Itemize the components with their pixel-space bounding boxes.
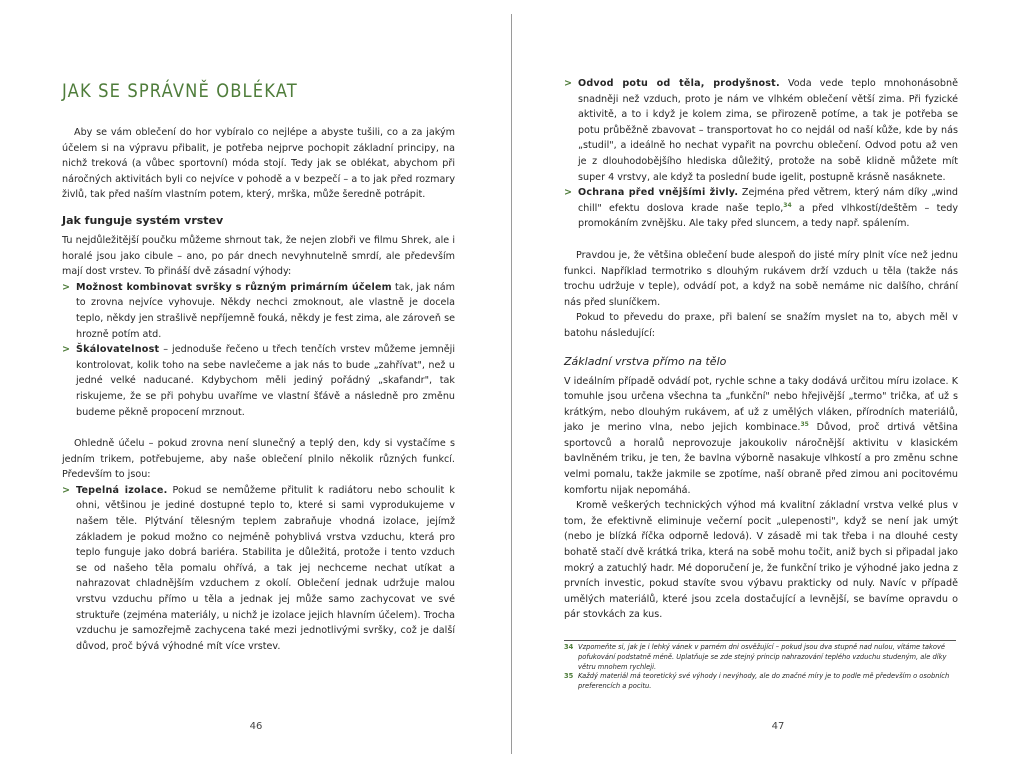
- page-number: 46: [249, 721, 263, 732]
- bullet-text: Zejména před větrem, který nám díky „wind chill" efektu doslova krade naše teplo,: [578, 187, 958, 214]
- intro-paragraph: Aby se vám oblečení do hor vybíralo co nejlépe a abyste tušili, co a za jakým účelem si na výpravu přibalit, je potřeba nejprve pochopit základní principy, na nichž treková (a vůbec sportovní) móda stojí. Tedy jak se oblékat, abychom při náročných aktivitách byli co nejvíce v pohodě a v bezpečí – a to jak před rozmary živlů, tak před naším vlastním potem, který, mrška, může šeredně potrápit.: [62, 127, 455, 201]
- list-item: [564, 76, 958, 185]
- bullet-marker: >: [564, 78, 573, 89]
- list-item: [564, 185, 958, 232]
- chapter-title: JAK SE SPRÁVNĚ OBLÉKAT: [62, 80, 298, 102]
- bullet-lead: Škálovatelnost: [76, 344, 160, 356]
- list-item: [62, 280, 455, 342]
- paragraph-text: Důvod, proč drtivá většina sportovců a horalů neprovozuje jakoukoliv náročnější aktivitu v klasickém bavlněném triku, je ten, že bavlna výborně nasakuje vlhkostí a pro změnu schne velmi pomalu, takže jakmile se zpotíme, naší obraně před zimou ani pocitovému komfortu nijak nepomáhá.: [564, 422, 958, 496]
- bullet-lead: Odvod potu od těla, prodyšnost.: [578, 78, 780, 89]
- right-column: [564, 76, 958, 623]
- footnotes: [564, 643, 958, 692]
- paragraph: Pokud to převedu do praxe, při balení se snažím myslet na to, abych měl v batohu následující:: [564, 312, 958, 339]
- footnote: [564, 672, 958, 692]
- footnote-number: 34: [564, 643, 574, 651]
- paragraph-text: V ideálním případě odvádí pot, rychle schne a taky dodává určitou míru izolace. K tomuhle jsou určena všechna ta „funkční" nebo hřejivější „termo" trička, ať už s krátkým, nebo dlouhým rukávem, ať už z umělých vláken, přírodních materiálů, jako je merino vlna, nebo jejich kombinace.: [564, 375, 958, 434]
- page-number: 47: [771, 721, 785, 732]
- bullet-text: tak, jak nám to zrovna nejvíce vyhovuje. Někdy nechci zmoknout, ale vlastně je docela teplo, někdy jen strašlivě nepříjemně fouká, někdy je fest zima, ale zároveň se hrozně potím atd.: [76, 281, 455, 340]
- section-heading: Jak funguje systém vrstev: [62, 213, 224, 227]
- footnote-number: 35: [564, 672, 574, 681]
- left-column: [62, 125, 455, 654]
- bullet-lead: Tepelná izolace.: [76, 484, 168, 496]
- footnote-divider: [564, 640, 956, 641]
- bullet-text: Voda vede teplo mnohonásobně snadněji než vzduch, proto je nám ve vlhkém oblečení větší zima. Při fyzické aktivitě, a to i když je kolem zima, se přirozeně potíme, a tak je potřeba se potu průběžně zbavovat – transportovat ho co nejdál od naší kůže, kde by nás „studil", a ideálně ho nechat vypařit na povrchu oblečení. Odvod potu až ven je z dlouhodobějšího hlediska důležitý, protože na sobě klidně můžete mít super 4 vrstvy, ale když ta poslední bude igelit, postupně krásně nasáknete.: [578, 78, 958, 183]
- paragraph: Kromě veškerých technických výhod má kvalitní základní vrstva velké plus v tom, že efektivně eliminuje večerní pocit „ulepenosti", když se není jak umýt (nebo je blízká říčka odporně ledová). V zásadě mi tak třeba i na dlouhé cesty bohatě stačí dvě krátká trika, která na sobě mohu točit, aniž bych si připadal jako mokrý a zatuchlý hadr. Mé doporučení je, že funkční triko je výhodné jako jedna z prvních investic, pokud stavíte svou výbavu prakticky od nuly. Navíc v případě umělých materiálů, které jsou zcela dostačující a levnější, se bavíme opravdu o pár stovkách za kus.: [564, 500, 958, 621]
- bullet-marker: >: [62, 344, 71, 356]
- functions-bullet-list-continued: [564, 76, 958, 232]
- bullet-marker: >: [62, 484, 71, 496]
- paragraph: Pravdou je, že většina oblečení bude alespoň do jisté míry plnit více než jednu funkci. Například termotriko s dlouhým rukávem drží vzduch u těla (takže nás trochu udržuje v teple), odvádí pot, a když na sobě nemáme nic dalšího, chrání nás před sluníčkem.: [564, 249, 958, 308]
- footnote-text: Každý materiál má teoretický své výhody i nevýhody, ale do značné míry je to podle mě především o osobních preferencích a pocitu.: [578, 672, 950, 691]
- bullet-text: Pokud se nemůžeme přitulit k radiátoru nebo schoulit k ohni, většinou je jediné dostupné teplo to, které si sami vyprodukujeme v našem těle. Plýtvání tělesným teplem zabraňuje vhodná izolace, jejímž základem je pokud možno co nejméně pohyblivá vrstva vzduchu, která pro teplo funguje jako dobrá bariéra. Stabilita je důležitá, protože i tento vzduch se od našeho těla pomalu ohřívá, a tak jej nechceme nechat utíkat a nahrazovat chladnějším vzduchem z okolí. Oblečení jednak udržuje malou vrstvu vzduchu přímo u těla a jednak jej může samo zachycovat ve své struktuře (zejména materiály, u nichž je izolace jejich hlavním účelem). Trocha vzduchu je samozřejmě zachycena také mezi jednotlivými svršky, což je další důvod, proč bývá výhodné mít více vrstev.: [76, 484, 455, 652]
- bullet-text-after: a před vlhkostí/deštěm – tedy promokáním zvnějšku. Ale taky před sluncem, a tedy např. spálením.: [578, 202, 958, 230]
- bullet-marker: >: [62, 281, 71, 293]
- footnote-ref: 34: [783, 201, 792, 209]
- subsection-heading: Základní vrstva přímo na tělo: [564, 354, 727, 368]
- bullet-marker: >: [564, 187, 573, 199]
- functions-bullet-list: [62, 483, 455, 655]
- layers-intro-paragraph: Tu nejdůležitější poučku můžeme shrnout tak, že nejen zlobři ve filmu Shrek, ale i horalé jsou jako cibule – ano, po pár dnech nevyhnutelně smrdí, ale především mají dost vrstev. To přináší dvě zásadní výhody:: [62, 234, 455, 278]
- bullet-text: – jednoduše řečeno u třech tenčích vrstev můžeme jemněji kontrolovat, kolik toho na sebe navlečeme a jak nás to bude „zahřívat", než u jedné velké naducané. Kdybychom měli jediný pořádný „skafandr", tak riskujeme, že se při pohybu uvaříme ve vlastní šťávě a následně pro změnu budeme pěkně propocení mrznout.: [76, 344, 455, 418]
- functions-intro-paragraph: Ohledně účelu – pokud zrovna není slunečný a teplý den, kdy si vystačíme s jedním trikem, potřebujeme, aby naše oblečení plnilo několik různých funkcí. Především to jsou:: [62, 438, 455, 481]
- paragraph: [564, 374, 958, 499]
- footnote: [564, 643, 958, 672]
- footnote-ref: 35: [800, 421, 809, 429]
- list-item: [62, 342, 455, 420]
- bullet-lead: Ochrana před vnějšími živly.: [578, 187, 739, 199]
- layers-bullet-list: [62, 280, 455, 420]
- list-item: [62, 483, 455, 655]
- footnote-text: Vzpomeňte si, jak je i lehký vánek v parném dni osvěžující – pokud jsou dva stupně nad nulou, vítáme takové pofukování podstatně méně. Uplatňuje se zde stejný princip nahrazování teplého vzduchu studeným, ale díky větru mnohem rychleji.: [578, 643, 947, 671]
- bullet-lead: Možnost kombinovat svršky s různým primárním účelem: [76, 281, 392, 293]
- right-page: [512, 0, 1024, 768]
